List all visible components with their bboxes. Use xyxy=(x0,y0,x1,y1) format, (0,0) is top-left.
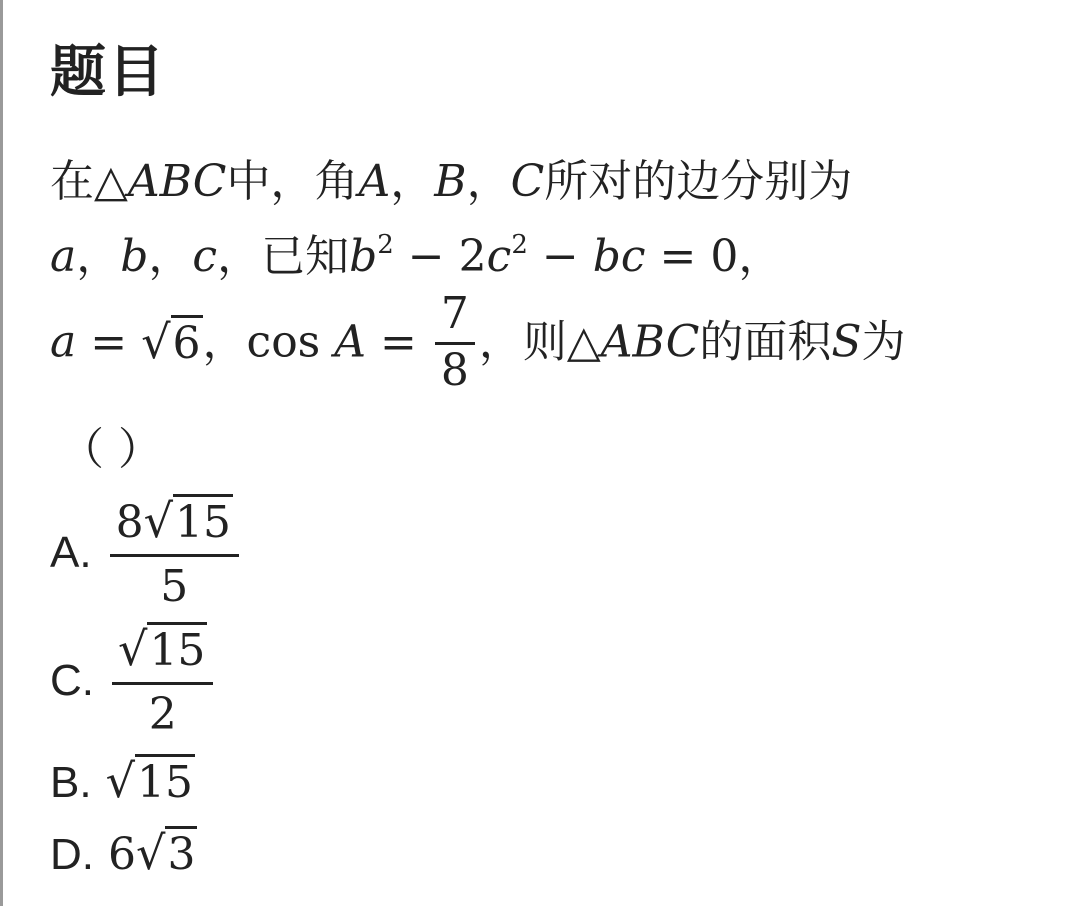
option-label: D. xyxy=(50,830,94,879)
equals-sign: = xyxy=(90,316,128,368)
fraction xyxy=(110,494,239,612)
radical-sign: √ xyxy=(143,494,174,548)
radical-sign: √ xyxy=(118,622,148,676)
option-label: C. xyxy=(50,656,94,705)
option-label: A. xyxy=(50,528,92,577)
radicand: 15 xyxy=(173,494,233,548)
sqrt xyxy=(118,622,207,676)
var-c: c xyxy=(486,231,512,282)
cos-function: cos xyxy=(246,316,321,368)
var-b: b xyxy=(349,231,378,282)
var-a: a xyxy=(50,231,77,282)
coefficient: 8 xyxy=(115,497,144,548)
denominator: 2 xyxy=(148,689,177,740)
var-A: A xyxy=(358,156,391,207)
exponent: 2 xyxy=(377,230,394,260)
radicand: 15 xyxy=(135,754,195,808)
var-b: b xyxy=(120,231,149,282)
radical-sign: √ xyxy=(136,826,166,880)
minus-sign: − xyxy=(541,231,579,282)
coefficient: 2 xyxy=(458,231,487,282)
option-a[interactable] xyxy=(50,494,243,612)
denominator: 8 xyxy=(440,345,469,396)
numerator xyxy=(110,494,239,554)
text: 所对的边分别为 xyxy=(544,156,853,207)
page-title: 题目 xyxy=(50,40,166,105)
equals-sign: = xyxy=(659,231,697,282)
denominator: 5 xyxy=(160,561,189,612)
text: ， xyxy=(466,156,511,207)
answer-blank: （ ） xyxy=(60,424,162,475)
text: ， xyxy=(202,316,247,368)
text: ，则△ xyxy=(478,316,601,368)
var-S: S xyxy=(831,316,862,368)
left-border xyxy=(0,0,3,906)
question-line-2 xyxy=(50,230,783,282)
numerator xyxy=(112,622,213,682)
text: ， xyxy=(738,231,783,282)
option-d[interactable] xyxy=(50,826,197,880)
coefficient: 6 xyxy=(108,829,136,880)
var-A: A xyxy=(334,316,367,368)
var-bc: bc xyxy=(592,231,646,282)
sqrt xyxy=(105,754,195,808)
option-c[interactable] xyxy=(50,622,217,740)
radical-sign: √ xyxy=(105,754,136,808)
fraction xyxy=(112,622,213,740)
zero: 0 xyxy=(710,231,739,282)
radicand: 15 xyxy=(147,622,207,676)
text: 的面积 xyxy=(699,316,832,368)
var-C: C xyxy=(510,156,545,207)
text: 为 xyxy=(861,316,906,368)
question-line-1 xyxy=(50,156,853,207)
var-a: a xyxy=(50,316,77,368)
text: ， xyxy=(390,156,435,207)
text: ，已知 xyxy=(217,231,350,282)
text: ， xyxy=(76,231,121,282)
radical-sign: √ xyxy=(141,315,171,369)
equals-sign: = xyxy=(380,316,417,368)
fraction-7-8 xyxy=(435,288,475,396)
var-abc: ABC xyxy=(127,156,227,207)
text: 在△ xyxy=(50,156,128,207)
radicand: 3 xyxy=(165,826,197,880)
var-abc: ABC xyxy=(600,316,700,368)
option-b[interactable] xyxy=(50,754,195,808)
var-c: c xyxy=(192,231,218,282)
var-B: B xyxy=(434,156,467,207)
exponent: 2 xyxy=(511,230,528,260)
text: ， xyxy=(148,231,193,282)
sqrt-6 xyxy=(141,315,202,369)
numerator: 7 xyxy=(440,288,469,339)
sqrt xyxy=(143,494,233,548)
minus-sign: − xyxy=(407,231,445,282)
sqrt xyxy=(136,826,197,880)
question-line-3 xyxy=(50,288,906,396)
option-label: B. xyxy=(50,758,92,807)
text: 中，角 xyxy=(226,156,359,207)
radicand: 6 xyxy=(171,315,203,369)
